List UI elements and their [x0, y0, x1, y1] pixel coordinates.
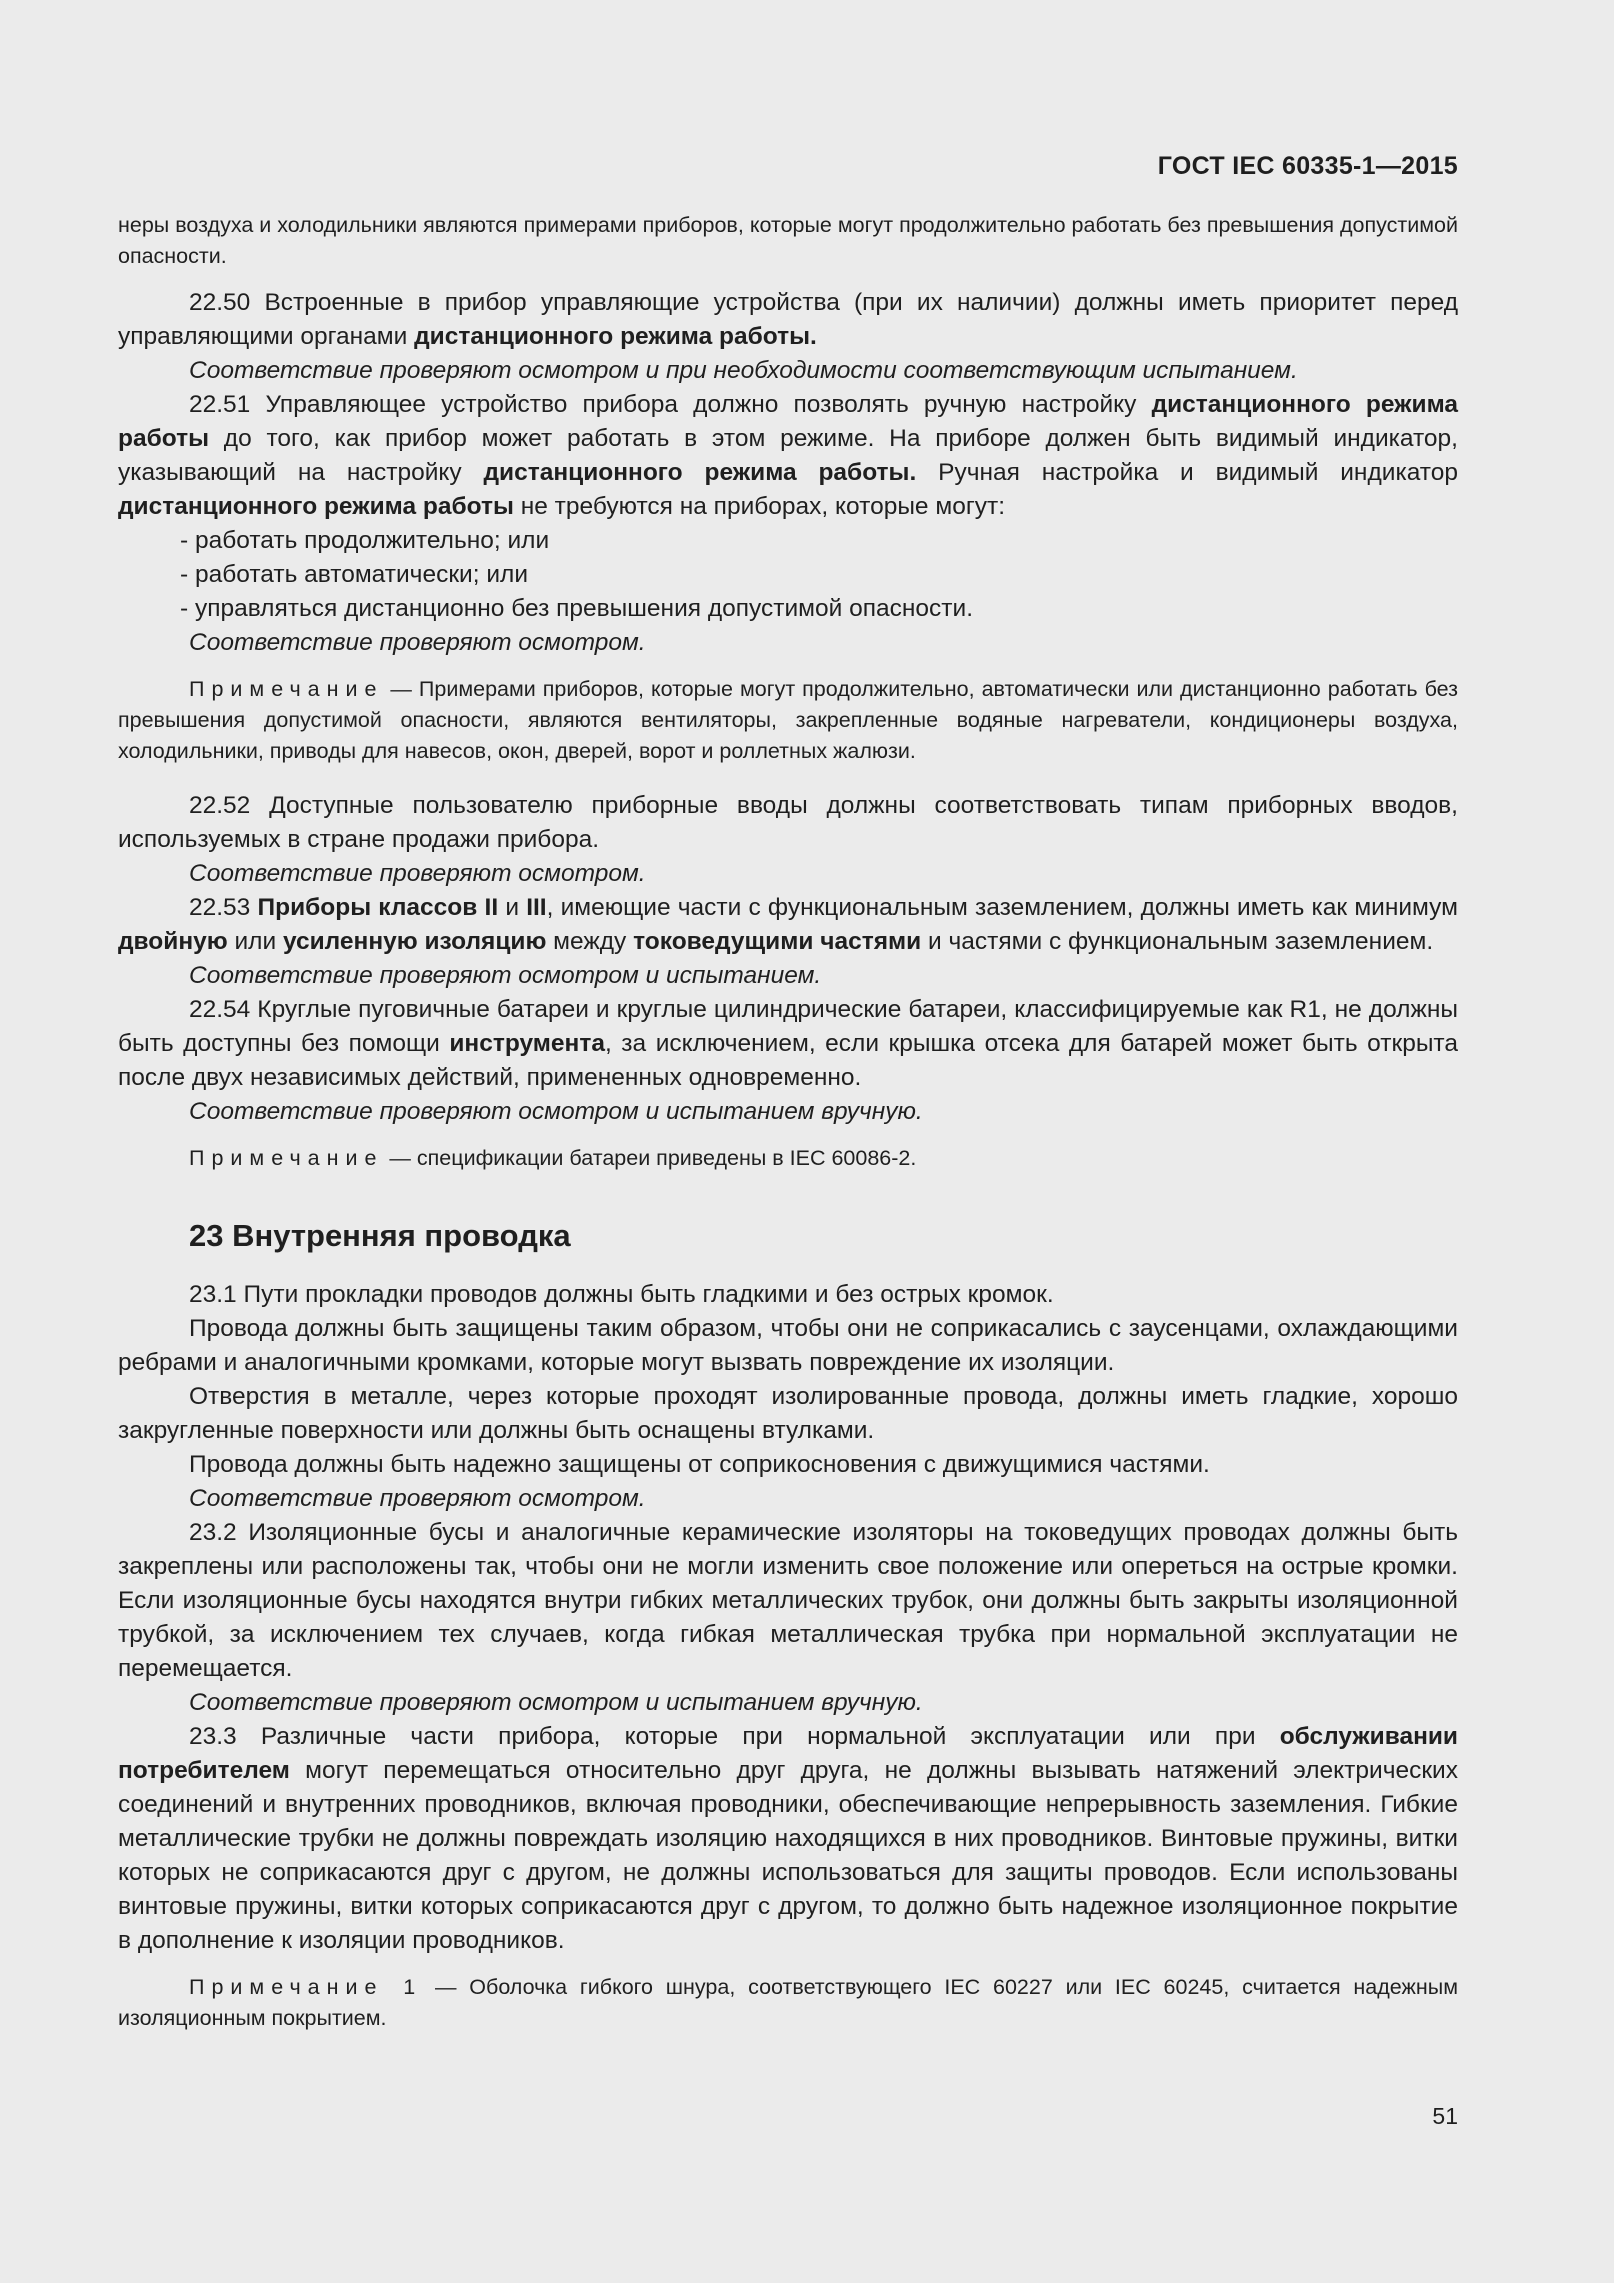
clause-23-1-para: Провода должны быть надежно защищены от соприкосновения с движущимися частями. [189, 1451, 1210, 1478]
note-23-3: Примечание 1 — Оболочка гибкого шнура, соответствующего IEC 60227 или IEC 60245, считается надежным изоляционным покрытием. [118, 1975, 1458, 2030]
list-item: - работать автоматически; или [180, 561, 529, 588]
clause-22-52: 22.52 Доступные пользователю приборные вводы должны соответствовать типам приборных вводов, используемых в стране продажи прибора. [118, 792, 1458, 853]
note-22-51: Примечание — Примерами приборов, которые могут продолжительно, автоматически или дистанционно работать без превышения допустимой опасности, являются вентиляторы, закрепленные водяные нагреватели, кондиционеры воздуха, холодильники, приводы для навесов, окон, дверей, ворот и роллетных жалюзи. [118, 677, 1458, 763]
page-number: 51 [1432, 2103, 1458, 2129]
compliance-23-2: Соответствие проверяют осмотром и испытанием вручную. [189, 1689, 923, 1716]
page-body [118, 210, 1458, 2034]
continuation-text: неры воздуха и холодильники являются примерами приборов, которые могут продолжительно работать без превышения допустимой опасности. [118, 213, 1458, 268]
clause-23-1: 23.1 Пути прокладки проводов должны быть гладкими и без острых кромок. [189, 1281, 1054, 1308]
clause-23-2: 23.2 Изоляционные бусы и аналогичные керамические изоляторы на токоведущих проводах должны быть закреплены или расположены так, чтобы они не могли изменить свое положение или опереться на острые кромки. Если изоляционные бусы находятся внутри гибких металлических трубок, они должны быть закрыты изоляционной трубкой, за исключением тех случаев, когда гибкая металлическая трубка при нормальной эксплуатации не перемещается. [118, 1519, 1458, 1682]
clause-22-50: 22.50 Встроенные в прибор управляющие устройства (при их наличии) должны иметь приоритет перед управляющими органами дистанционного режима работы. [118, 289, 1458, 350]
section-heading: 23 Внутренняя проводка [189, 1218, 571, 1253]
clause-22-51: 22.51 Управляющее устройство прибора должно позволять ручную настройку дистанционного режима работы до того, как прибор может работать в этом режиме. На приборе должен быть видимый индикатор, указывающий на настройку дистанционного режима работы. Ручная настройка и видимый индикатор дистанционного режима работы не требуются на приборах, которые могут: [118, 391, 1459, 520]
clause-22-53: 22.53 Приборы классов II и III, имеющие части с функциональным заземлением, должны иметь как минимум двойную или усиленную изоляцию между токоведущими частями и частями с функциональным заземлением. [118, 894, 1458, 955]
compliance-22-54: Соответствие проверяют осмотром и испытанием вручную. [189, 1098, 923, 1125]
clause-22-54: 22.54 Круглые пуговичные батареи и круглые цилиндрические батареи, классифицируемые как R1, не должны быть доступны без помощи инструмента, за исключением, если крышка отсека для батарей может быть открыта после двух независимых действий, примененных одновременно. [118, 996, 1459, 1091]
compliance-22-50: Соответствие проверяют осмотром и при необходимости соответствующим испытанием. [189, 357, 1298, 384]
compliance-23-1: Соответствие проверяют осмотром. [189, 1485, 646, 1512]
list-item: - управляться дистанционно без превышения допустимой опасности. [180, 595, 973, 622]
note-22-54: Примечание — спецификации батареи приведены в IEC 60086-2. [189, 1146, 917, 1170]
clause-23-1-para: Отверстия в металле, через которые проходят изолированные провода, должны иметь гладкие, хорошо закругленные поверхности или должны быть оснащены втулками. [118, 1383, 1458, 1444]
list-item: - работать продолжительно; или [180, 527, 550, 554]
clause-23-3: 23.3 Различные части прибора, которые при нормальной эксплуатации или при обслуживании потребителем могут перемещаться относительно друг друга, не должны вызывать натяжений электрических соединений и внутренних проводников, включая проводники, обеспечивающие непрерывность заземления. Гибкие металлические трубки не должны повреждать изоляцию находящихся в них проводников. Винтовые пружины, витки которых не соприкасаются друг с другом, не должны использоваться для защиты проводов. Если использованы винтовые пружины, витки которых соприкасаются друг с другом, то должно быть надежное изоляционное покрытие в дополнение к изоляции проводников. [118, 1723, 1458, 1954]
compliance-22-53: Соответствие проверяют осмотром и испытанием. [189, 962, 822, 989]
clause-23-1-para: Провода должны быть защищены таким образом, чтобы они не соприкасались с заусенцами, охлаждающими ребрами и аналогичными кромками, которые могут вызвать повреждение их изоляции. [118, 1315, 1458, 1376]
compliance-22-52: Соответствие проверяют осмотром. [189, 860, 646, 887]
term-remote-mode: дистанционного режима работы. [414, 323, 817, 350]
document-code: ГОСТ IEC 60335-1—2015 [1157, 152, 1458, 180]
compliance-22-51: Соответствие проверяют осмотром. [189, 629, 646, 656]
